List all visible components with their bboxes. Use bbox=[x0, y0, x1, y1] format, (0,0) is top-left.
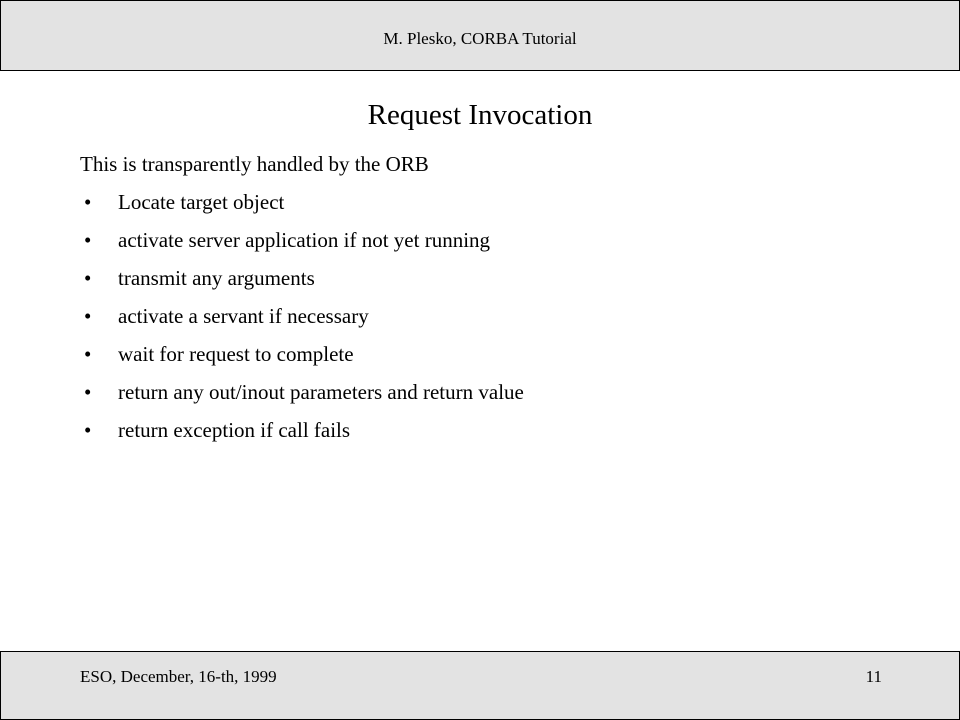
bullet-icon: • bbox=[84, 304, 92, 328]
slide-footer bbox=[0, 651, 960, 720]
bullet-icon: • bbox=[84, 228, 92, 252]
bullet-text: wait for request to complete bbox=[118, 342, 354, 366]
bullet-icon: • bbox=[84, 418, 92, 442]
slide-header bbox=[0, 0, 960, 71]
intro-text: This is transparently handled by the ORB bbox=[80, 152, 429, 176]
bullet-text: Locate target object bbox=[118, 190, 285, 214]
slide-title: Request Invocation bbox=[367, 99, 593, 131]
bullet-icon: • bbox=[84, 380, 92, 404]
bullet-icon: • bbox=[84, 190, 92, 214]
header-text: M. Plesko, CORBA Tutorial bbox=[383, 29, 577, 48]
footer-date: ESO, December, 16-th, 1999 bbox=[80, 667, 277, 686]
bullet-text: return any out/inout parameters and return value bbox=[118, 380, 524, 404]
bullet-text: return exception if call fails bbox=[118, 418, 351, 442]
bullet-text: activate a servant if necessary bbox=[118, 304, 369, 328]
page-number: 11 bbox=[865, 667, 882, 686]
bullet-text: activate server application if not yet running bbox=[118, 228, 491, 252]
bullet-icon: • bbox=[84, 266, 92, 290]
bullet-icon: • bbox=[84, 342, 92, 366]
bullet-text: transmit any arguments bbox=[118, 266, 315, 290]
